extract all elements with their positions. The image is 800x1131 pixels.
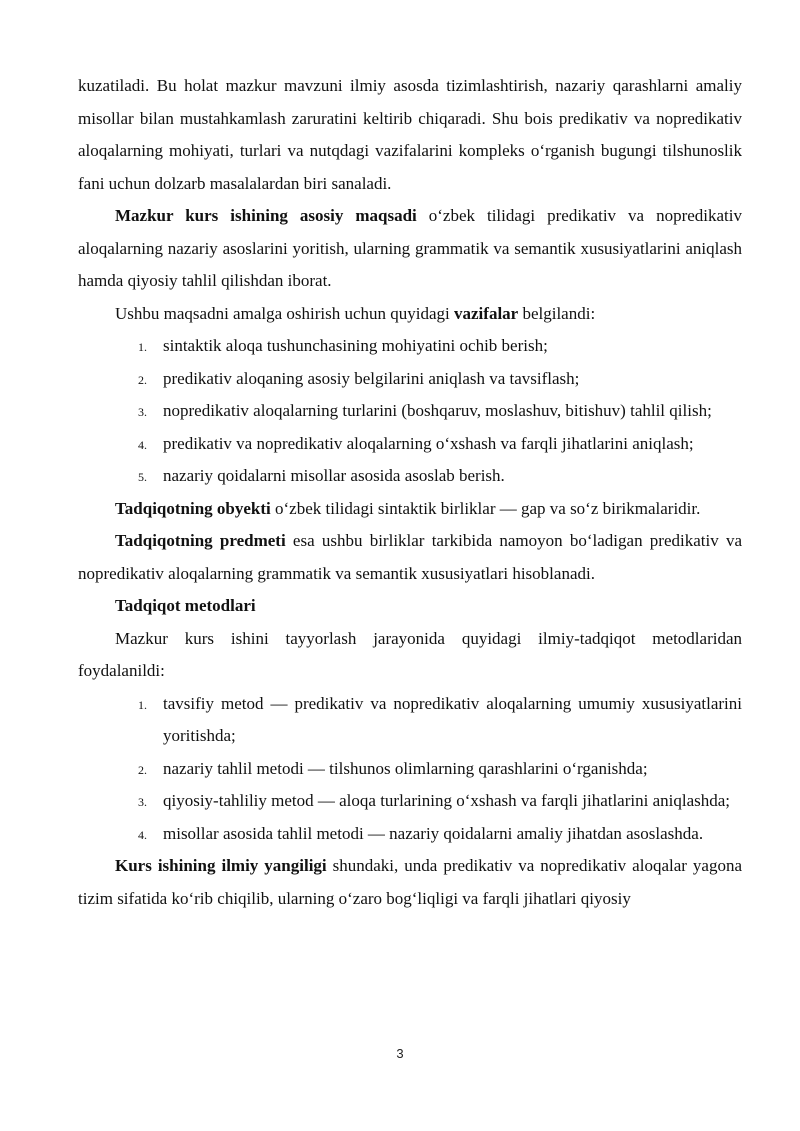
object-text: o‘zbek tilidagi sintaktik birliklar — gap va so‘z birikmalaridir. <box>270 498 701 518</box>
tasks-list <box>78 330 742 493</box>
object-paragraph <box>78 493 742 526</box>
list-item <box>138 428 742 461</box>
subject-label: Tadqiqotning predmeti <box>115 531 286 550</box>
methods-list <box>78 688 742 851</box>
list-item-number: 5. <box>138 470 147 484</box>
list-item-number: 2. <box>138 372 147 387</box>
list-item <box>138 818 742 851</box>
list-item-text: predikativ aloqaning asosiy belgilarini aniqlash va tavsiflash; <box>163 368 580 388</box>
list-item-text: sintaktik aloqa tushunchasining mohiyatini ochib berish; <box>163 336 548 355</box>
novelty-text: shundaki, unda predikativ va nopredikativ aloqalar yagona tizim sifatida ko‘rib chiqilib, ularning o‘zaro bog‘liqligi va farqli jihatlari qiyosiy <box>78 856 743 908</box>
tasks-label: vazifalar <box>454 303 519 323</box>
intro-paragraph: kuzatiladi. Bu holat mazkur mavzuni ilmiy asosda tizimlashtirish, nazariy qarashlarni amaliy misollar bilan mustahkamlash zaruratini keltirib chiqaradi. Shu bois predikativ va nopredikativ aloqalarning mohiyati, turlari va nutqdagi vazifalarini kompleks o‘rganish bugungi tilshunoslik fani uchun dolzarb masalalardan biri sanaladi. <box>78 76 742 193</box>
list-item-text: tavsifiy metod — predikativ va nopredikativ aloqalarning umumiy xususiyatlarini yoritishda; <box>163 693 742 745</box>
list-item-number: 3. <box>138 405 147 419</box>
document-page <box>78 70 742 915</box>
goal-label: Mazkur kurs ishining asosiy maqsadi <box>115 206 417 225</box>
list-item <box>138 363 742 396</box>
list-item <box>138 785 742 818</box>
list-item-number: 4. <box>138 827 147 842</box>
methods-heading: Tadqiqot metodlari <box>115 596 256 615</box>
list-item <box>138 688 742 753</box>
methods-intro-paragraph: Mazkur kurs ishini tayyorlash jarayonida quyidagi ilmiy-tadqiqot metodlaridan foydalanildi: <box>78 628 742 680</box>
tasks-intro-end: belgilandi: <box>518 303 596 323</box>
tasks-intro-paragraph <box>78 298 742 331</box>
tasks-intro-text: Ushbu maqsadni amalga oshirish uchun quyidagi <box>115 303 455 323</box>
goal-paragraph <box>78 200 742 298</box>
list-item-number: 3. <box>138 795 147 809</box>
list-item-text: misollar asosida tahlil metodi — nazariy qoidalarni amaliy jihatdan asoslashda. <box>163 823 704 843</box>
subject-text: esa ushbu birliklar tarkibida namoyon bo‘ladigan predikativ va nopredikativ aloqalarning grammatik va semantik xususiyatlari hisoblanadi. <box>78 531 742 583</box>
subject-paragraph <box>78 525 742 590</box>
list-item-text: nazariy tahlil metodi — tilshunos olimlarning qarashlarini o‘rganishda; <box>163 758 648 778</box>
list-item-number: 2. <box>138 762 147 777</box>
list-item <box>138 753 742 786</box>
object-label: Tadqiqotning obyekti <box>115 498 271 518</box>
list-item-text: predikativ va nopredikativ aloqalarning o‘xshash va farqli jihatlarini aniqlash; <box>163 433 694 453</box>
list-item-text: nopredikativ aloqalarning turlarini (boshqaruv, moslashuv, bitishuv) tahlil qilish; <box>163 401 712 420</box>
list-item-number: 1. <box>138 340 147 354</box>
list-item <box>138 330 742 363</box>
list-item-number: 1. <box>138 697 147 712</box>
novelty-paragraph <box>78 850 742 915</box>
page-number: 3 <box>396 1046 404 1061</box>
list-item-text: qiyosiy-tahliliy metod — aloqa turlarining o‘xshash va farqli jihatlarini aniqlashda; <box>163 791 731 810</box>
novelty-label: Kurs ishining ilmiy yangiligi <box>115 856 327 875</box>
list-item <box>138 395 742 428</box>
list-item-text: nazariy qoidalarni misollar asosida asoslab berish. <box>163 466 505 485</box>
list-item <box>138 460 742 493</box>
list-item-number: 4. <box>138 437 147 452</box>
goal-text: o‘zbek tilidagi predikativ va nopredikativ aloqalarning nazariy asoslarini yoritish, ularning grammatik va semantik xususiyatlarini aniqlash hamda qiyosiy tahlil qilishdan iborat. <box>78 206 742 290</box>
